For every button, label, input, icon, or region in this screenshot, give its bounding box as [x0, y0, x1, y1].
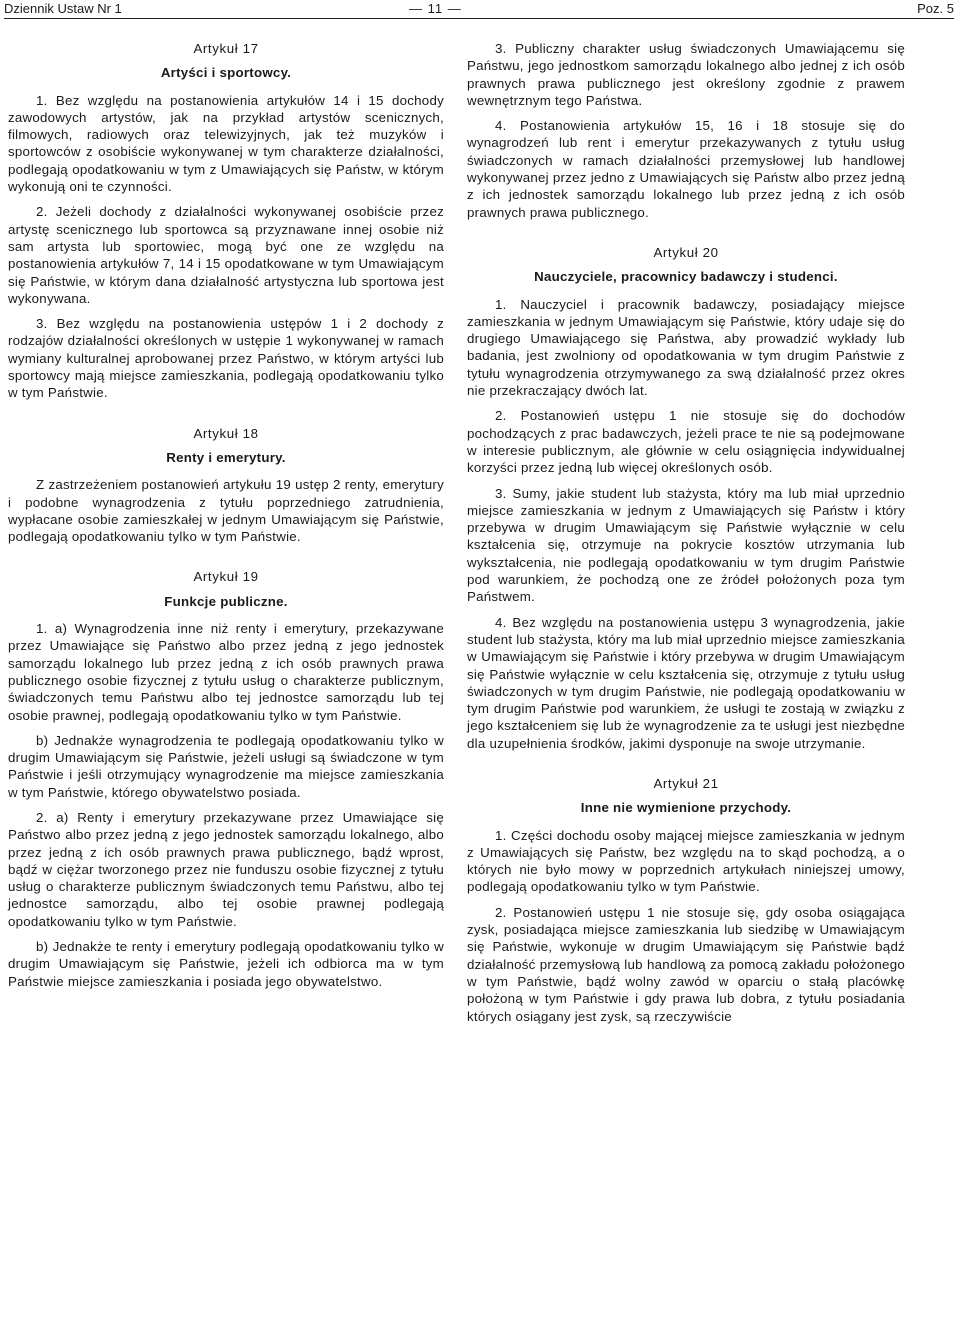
- article-19-subtitle: Funkcje publiczne.: [164, 593, 288, 609]
- article-18-paragraph-1: Z zastrzeżeniem postanowień artykułu 19 ustęp 2 renty, emerytury i podobne wynagrodzenia z tytułu poprzedniego zatrudnienia, wypłacane osobie zamieszkałej w jednym Umawiającym się Państwie, podlegają opodatkowaniu tylko w tym Państwie.: [8, 477, 444, 545]
- article-19-paragraph-1a: 1. a) Wynagrodzenia inne niż renty i emerytury, przekazywane przez Umawiające się Państwo albo przez jedną z jego jednostek samorządu lokalnego lub przez jedną z ich osób prawnych prawa publicznego osobie fizycznej z tytułu usług o charakterze publicznym, świadczonych temu Państwu albo tej jednostce samorządu lub tej osobie prawnej, podlegają opodatkowaniu tylko w tym Państwie.: [8, 621, 444, 723]
- article-19-paragraph-2a: 2. a) Renty i emerytury przekazywane przez Umawiające się Państwo albo przez jedną z jego jednostek samorządu lokalnego, albo przez jedną z ich osób prawnych prawa publicznego, bądź wprost, bądź w ciężar tworzonego przez nie funduszu osobie fizycznej z tytułu usług o charakterze publicznym świadczonych temu Państwu, albo tej jednostce samorządu, albo tej osobie prawnej podlegają opodatkowaniu tylko w tym Państwie.: [8, 809, 444, 929]
- article-20-paragraph-3: 3. Sumy, jakie student lub stażysta, który ma lub miał uprzednio miejsce zamieszkania w jednym z Umawiających się Państw i który przebywa w drugim Umawiającym się Państwie wyłącznie w celu kształcenia się, otrzymuje na pokrycie kosztów utrzymania lub wykształcenia, nie podlegają opodatkowaniu w tym drugim Państwie pod warunkiem, że pochodzą one ze źródeł położonych poza tym Państwem.: [467, 485, 905, 605]
- page-number: — 11 —: [409, 1, 462, 16]
- article-17-paragraph-2: 2. Jeżeli dochody z działalności wykonywanej osobiście przez artystę scenicznego lub sportowca są przyznawane innej osobie niż sam artysta lub sportowiec, mogą być one ze względu na postanowienia artykułów 7, 14 i 15 opodatkowane w tym Umawiającym się Państwie, w którym dana działalność artystyczna lub sportowa jest wykonywana.: [8, 204, 444, 306]
- article-17-paragraph-1: 1. Bez względu na postanowienia artykułów 14 i 15 dochody zawodowych artystów, jak na przykład artystów scenicznych, filmowych, radiowych oraz telewizyjnych, jak też muzyków i sportowców z osobiście wykonywanej w tym charakterze działalności, podlegają opodatkowaniu w tym z Umawiających się Państw, w którym wykonują oni te czynności.: [8, 92, 444, 195]
- article-19-title: Artykuł 19: [193, 569, 259, 585]
- page-header: [4, 0, 954, 19]
- article-21-paragraph-1: 1. Części dochodu osoby mającej miejsce zamieszkania w jednym z Umawiających się Państw, bez względu na to skąd pochodzą, a o których nie było mowy w poprzednich artykułach niniejszej umowy, podlegają opodatkowaniu tylko w tym Państwie.: [467, 827, 905, 895]
- left-column: [8, 40, 444, 990]
- right-column: [467, 40, 905, 1025]
- article-19-paragraph-2b: b) Jednakże te renty i emerytury podlegają opodatkowaniu tylko w drugim Umawiającym się Państwie, jeżeli ich odbiorca ma w tym Państwie miejsce zamieszkania i posiada jego obywatelstwo.: [8, 939, 444, 989]
- article-19-paragraph-1b: b) Jednakże wynagrodzenia te podlegają opodatkowaniu tylko w drugim Umawiającym się Państwie, jeżeli usługi są świadczone w tym Państwie i jeśli otrzymujący wynagrodzenie ma miejsce zamieszkania w tym Państwie, którego obywatelstwo posiada.: [8, 732, 444, 800]
- article-18-title: Artykuł 18: [193, 425, 259, 441]
- article-21-paragraph-2: 2. Postanowień ustępu 1 nie stosuje się, gdy osoba osiągająca zysk, posiadająca miejsce zamieszkania lub siedzibę w Umawiającym się Państwie, wykonuje w drugim Umawiającym się Państwie bądź działalność przemysłową lub handlową za pomocą zakładu położonego w tym Państwie, bądź wolny zawód w oparciu o stałą placówkę położoną w tym Państwie i gdy prawa lub dobra, z tytułu posiadania których osiągany jest zysk, są rzeczywiście: [467, 904, 905, 1024]
- article-20-paragraph-4: 4. Bez względu na postanowienia ustępu 3 wynagrodzenia, jakie student lub stażysta, który ma lub miał uprzednio miejsce zamieszkania w Umawiającym się Państwie i który przebywa w drugim Umawiającym się Państwie wyłącznie w celu kształcenia się, otrzymuje z tytułu usług świadczonych w tym drugim Państwie, nie podlegają opodatkowaniu w tym drugim Państwie pod warunkiem, że usługi te zostają w związku z jego kształceniem się lub że wynagrodzenie za te usługi jest niezbędne dla uzupełnienia środków, jakimi dysponuje na swoje utrzymanie.: [467, 614, 906, 751]
- article-20-paragraph-1: 1. Nauczyciel i pracownik badawczy, posiadający miejsce zamieszkania w jednym Umawiającym się Państwie, który udaje się do drugiego Umawiającego się Państwa, aby prowadzić wykłady lub badania, jest zwolniony od opodatkowania w tym drugim Państwie z tytułu wynagrodzenia otrzymywanego za swą działalność przez okres nie przekraczający dwóch lat.: [467, 296, 905, 399]
- article-17-paragraph-3: 3. Bez względu na postanowienia ustępów 1 i 2 dochody z rodzajów działalności określonych w ustępie 1 wykonywanej w ramach wymiany kulturalnej aprobowanej przez Państwo, w którym artyści lub sportowcy mają miejsce zamieszkania, podlegają opodatkowaniu tylko w tym Państwie.: [8, 316, 444, 401]
- article-21-subtitle: Inne nie wymienione przychody.: [580, 800, 792, 816]
- position-number: Poz. 5: [917, 1, 954, 16]
- article-18-subtitle: Renty i emerytury.: [166, 449, 286, 465]
- article-20-subtitle: Nauczyciele, pracownicy badawczy i studenci.: [534, 269, 838, 285]
- article-20-paragraph-2: 2. Postanowień ustępu 1 nie stosuje się do dochodów pochodzących z prac badawczych, jeżeli prace te nie są podejmowane w interesie publicznym, ale głównie w celu osiągnięcia indywidualnej korzyści przez jedną lub więcej określonych osób.: [467, 408, 905, 476]
- article-19-paragraph-3: 3. Publiczny charakter usług świadczonych Umawiającemu się Państwu, jego jednostkom samorządu lokalnego albo jednej z ich osób prawnych prawa publicznego jest określony zgodnie z prawem wewnętrznym tego Państwa.: [467, 41, 905, 108]
- article-17-title: Artykuł 17: [193, 41, 259, 56]
- article-20-title: Artykuł 20: [653, 244, 719, 260]
- article-19-paragraph-4: 4. Postanowienia artykułów 15, 16 i 18 stosuje się do wynagrodzeń lub rent i emerytur przekazywanych z tytułu usług świadczonych w ramach działalności przemysłowej lub handlowej wykonywanej przez jedno z Umawiających się Państw albo przez jedną z ich jednostek samorządu lokalnego lub przez jedną z ich osób prawnych prawa publicznego.: [467, 118, 905, 220]
- journal-title: Dziennik Ustaw Nr 1: [4, 1, 122, 16]
- article-17-subtitle: Artyści i sportowcy.: [160, 65, 292, 81]
- article-21-title: Artykuł 21: [653, 775, 719, 791]
